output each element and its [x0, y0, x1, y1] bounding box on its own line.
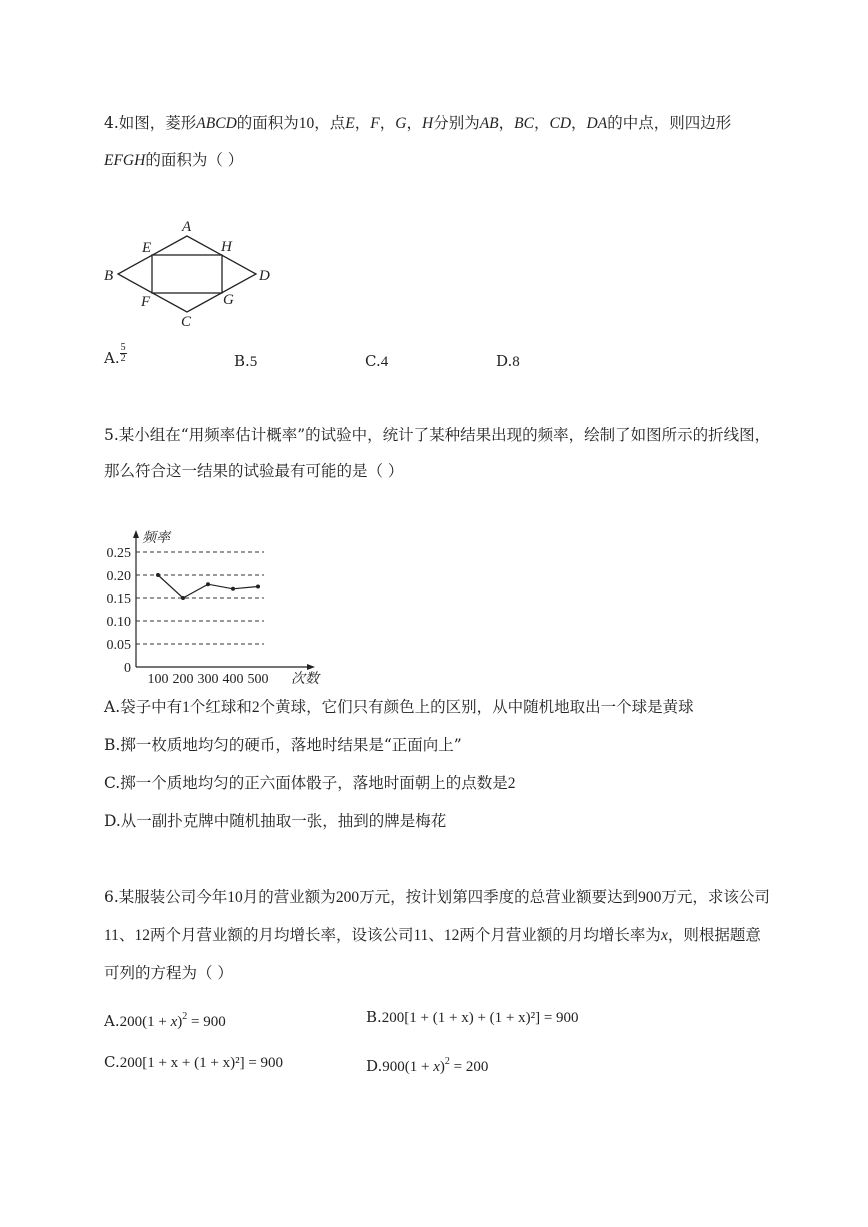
label-d: D: [259, 268, 270, 284]
y-tick-label: 0.15: [106, 592, 131, 607]
q6-option-d: $D.900(1 + x)^2 = 200$: [366, 1056, 489, 1075]
label-h: H: [221, 239, 232, 255]
q6-option-b: B.200[1 + (1 + x) + (1 + x)²] = 900: [366, 1008, 579, 1026]
q5-stem-line2: 那么符合这一结果的试验最有可能的是（ ）: [104, 462, 404, 480]
rectangle-efgh: [152, 255, 222, 293]
data-point: [156, 573, 160, 577]
data-point: [181, 596, 185, 600]
x-tick-label: 300: [197, 672, 219, 687]
frequency-series-line: [158, 575, 258, 598]
label-c: C: [181, 314, 192, 330]
y-axis-label: 频率: [142, 531, 170, 546]
q4-stem-line2: EFGH的面积为（ ）: [104, 151, 244, 169]
x-tick-label: 400: [222, 672, 244, 687]
q4-option-d: D.8: [496, 352, 520, 370]
y-tick-label: 0: [124, 661, 131, 676]
y-axis-arrow: [133, 530, 139, 538]
data-point: [256, 585, 260, 589]
q6-stem-line1: 6.某服装公司今年10月的营业额为200万元，按计划第四季度的总营业额要达到900万元，求该公司: [104, 888, 770, 906]
y-tick-label: 0.10: [106, 615, 131, 630]
y-tick-label: 0.20: [106, 569, 131, 584]
q5-stem-line1: 5.某小组在“用频率估计概率”的试验中，统计了某种结果出现的频率，绘制了如图所示的折线图，: [104, 426, 771, 444]
x-axis-label: 次数: [291, 672, 319, 687]
q4-option-b: B.5: [234, 352, 258, 370]
q6-stem-line2: 11、12两个月营业额的月均增长率，设该公司11、12两个月营业额的月均增长率为x，则根据题意: [104, 926, 761, 944]
x-tick-label: 100: [147, 672, 169, 687]
label-b: B: [104, 268, 114, 284]
data-point: [206, 582, 210, 586]
label-f: F: [141, 294, 151, 310]
q4-stem-line1: 4.如图，菱形ABCD的面积为10，点E，F，G，H分别为AB，BC，CD，DA的中点，则四边形: [104, 114, 732, 132]
x-axis-arrow: [307, 664, 315, 670]
y-tick-label: 0.05: [106, 638, 131, 653]
label-a: A: [182, 219, 192, 235]
label-g: G: [223, 292, 234, 308]
q5-option-b: B.掷一枚质地均匀的硬币，落地时结果是“正面向上”: [104, 736, 462, 754]
data-point: [231, 587, 235, 591]
q6-option-c: C.200[1 + x + (1 + x)²] = 900: [104, 1053, 284, 1071]
q5-option-c: C.掷一个质地均匀的正六面体骰子，落地时面朝上的点数是2: [104, 774, 516, 792]
y-tick-label: 0.25: [106, 546, 131, 561]
q4-option-a: A. $\frac{5}{2}$: [104, 341, 126, 367]
q6-stem-line3: 可列的方程为（ ）: [104, 964, 233, 982]
q6-option-a: $A.200(1 + x)^2 = 900$: [104, 1011, 226, 1030]
q5-option-d: D.从一副扑克牌中随机抽取一张，抽到的牌是梅花: [104, 812, 447, 830]
rhombus-abcd: [118, 236, 256, 312]
q5-option-a: A.袋子中有1个红球和2个黄球，它们只有颜色上的区别，从中随机地取出一个球是黄球: [104, 698, 694, 716]
q4-option-c: C.4: [365, 352, 389, 370]
label-e: E: [142, 240, 152, 256]
x-tick-label: 200: [172, 672, 194, 687]
frequency-line-chart: [92, 525, 322, 687]
x-tick-label: 500: [247, 672, 269, 687]
fraction-five-halves: $\frac{5}{2}$: [120, 341, 126, 364]
rhombus-figure: [98, 215, 283, 330]
